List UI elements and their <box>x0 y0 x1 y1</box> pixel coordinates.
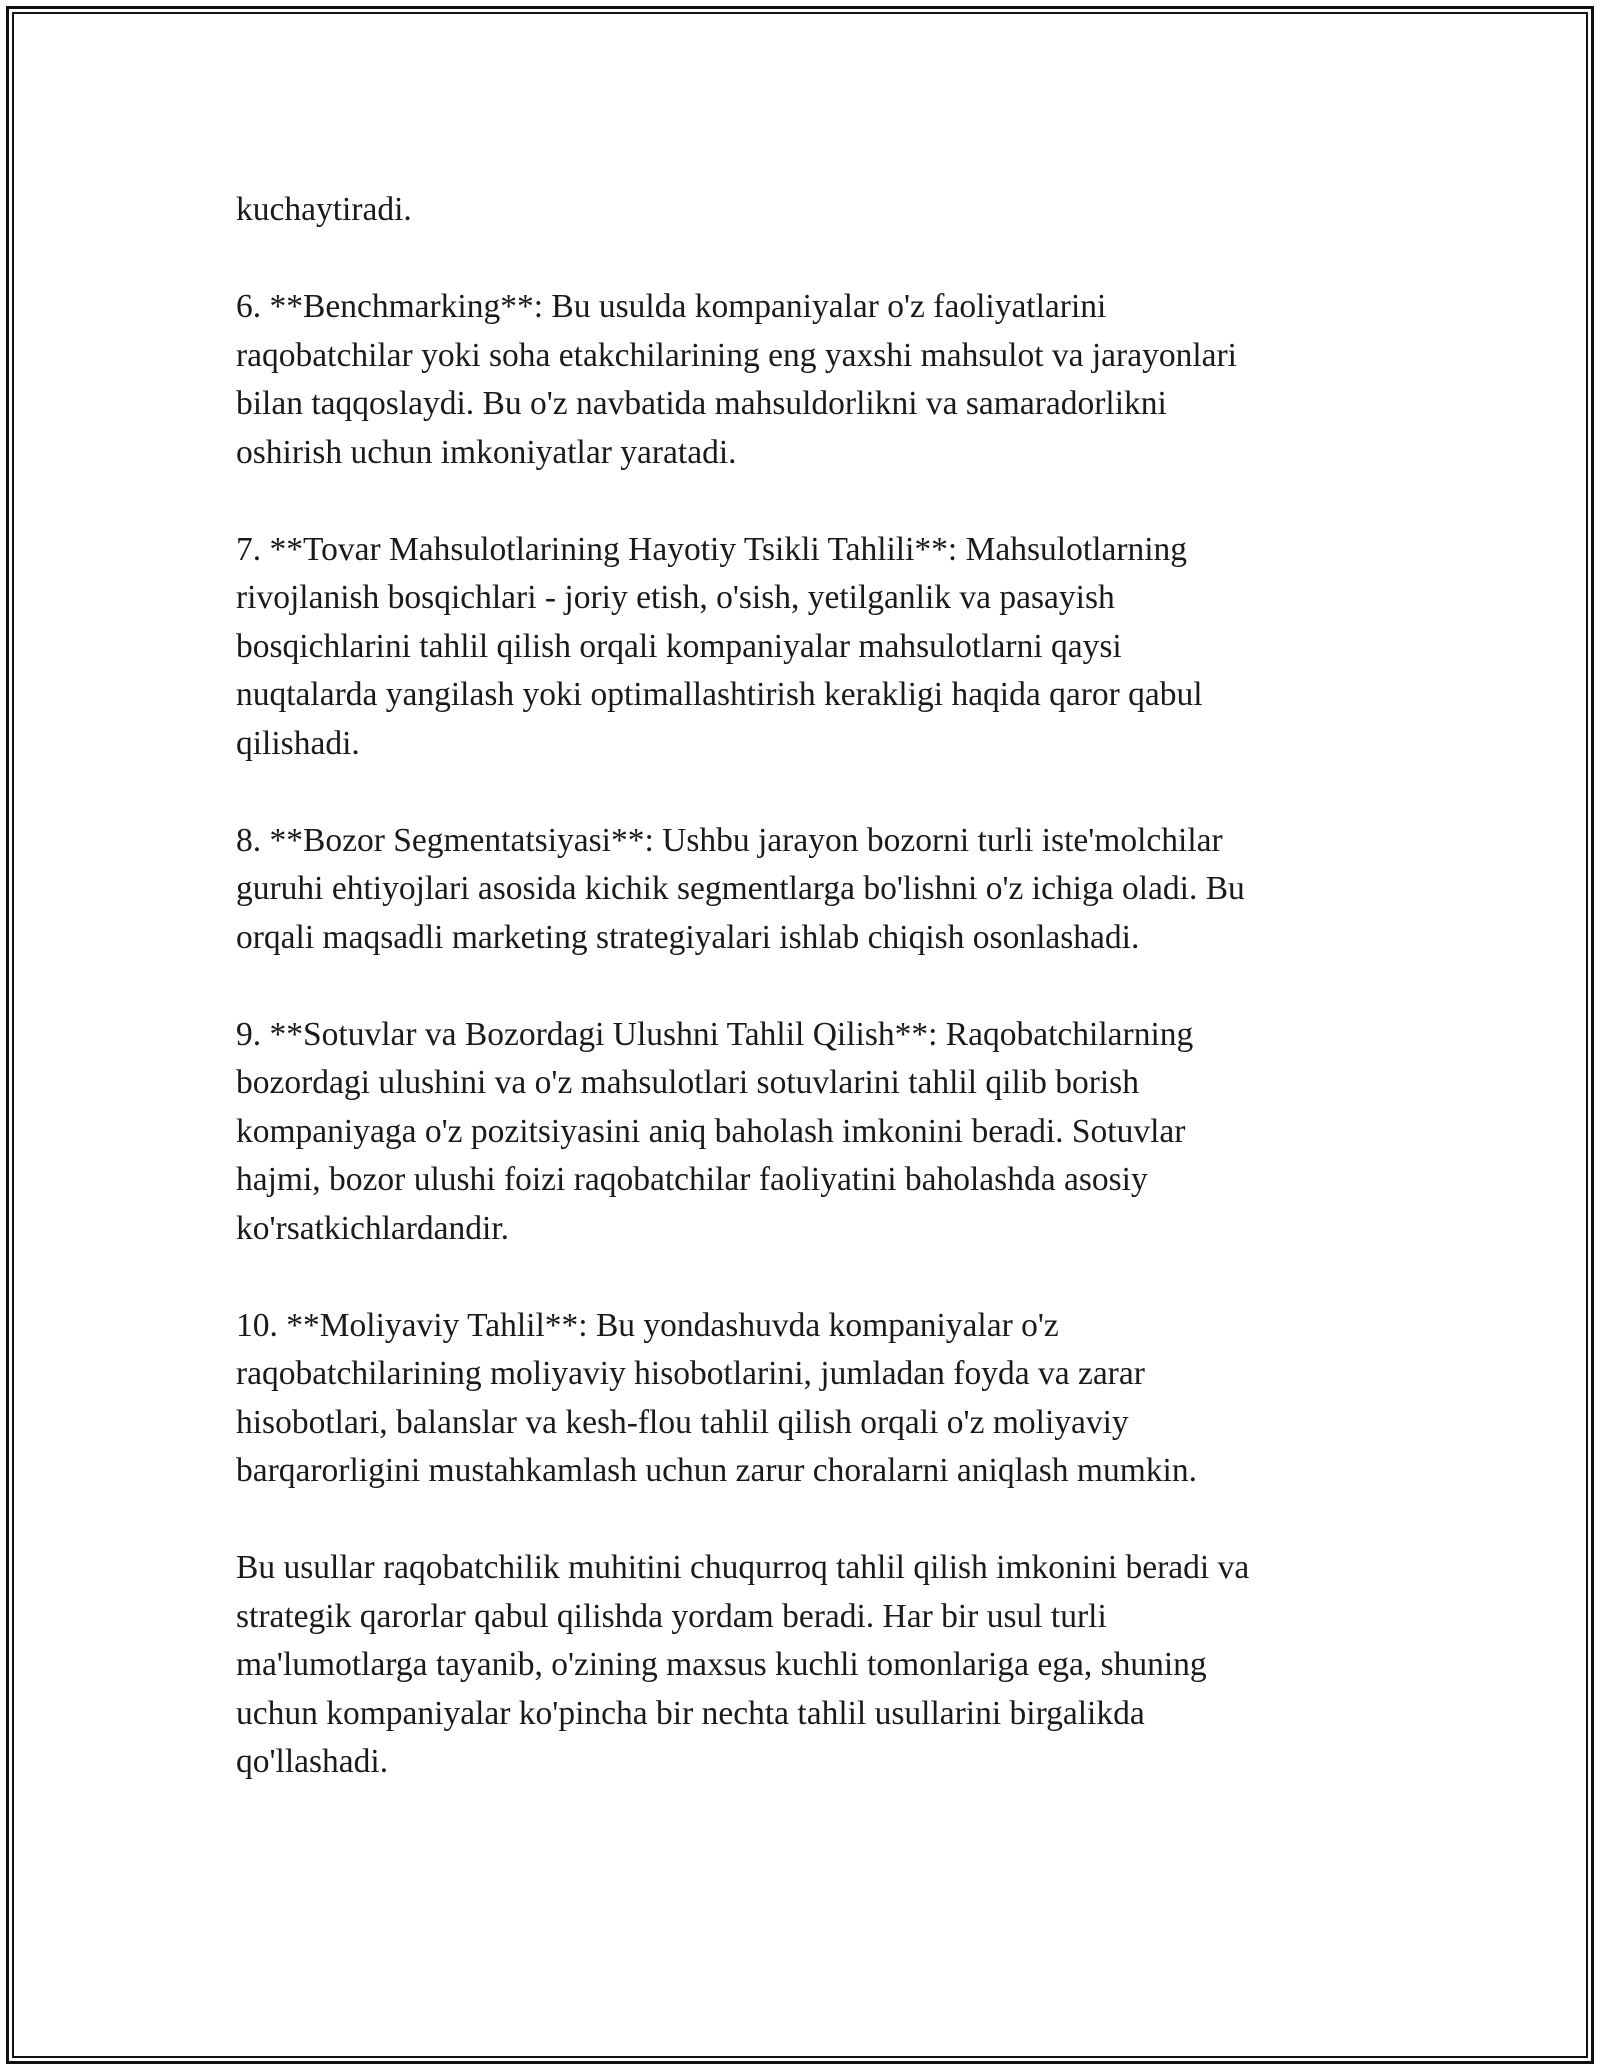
paragraph-financial-analysis: 10. **Moliyaviy Tahlil**: Bu yondashuvda kompaniyalar o'z raqobatchilarining moliyaviy hisobotlarini, jumladan foyda va zarar hisobotlari, balanslar va kesh-flou tahlil qilish orqali o'z moliyaviy barqarorligini mustahkamlash uchun zarur choralarni aniqlash mumkin. <box>236 1306 1197 1489</box>
paragraph-sales-market-share: 9. **Sotuvlar va Bozordagi Ulushni Tahlil Qilish**: Raqobatchilarning bozordagi ulushini va o'z mahsulotlari sotuvlarini tahlil qilib borish kompaniyaga o'z pozitsiyasini aniq baholash imkonini beradi. Sotuvlar hajmi, bozor ulushi foizi raqobatchilar faoliyatini baholashda asosiy ko'rsatkichlardandir. <box>236 1015 1194 1247</box>
document-body <box>236 186 1356 1835</box>
paragraph-benchmarking: 6. **Benchmarking**: Bu usulda kompaniyalar o'z faoliyatlarini raqobatchilar yoki soha etakchilarining eng yaxshi mahsulot va jarayonlari bilan taqqoslaydi. Bu o'z navbatida mahsuldorlikni va samaradorlikni oshirish uchun imkoniyatlar yaratadi. <box>236 288 1237 471</box>
paragraph-conclusion: Bu usullar raqobatchilik muhitini chuqurroq tahlil qilish imkonini beradi va strategik qarorlar qabul qilishda yordam beradi. Har bir usul turli ma'lumotlarga tayanib, o'zining maxsus kuchli tomonlariga ega, shuning uchun kompaniyalar ko'pincha bir nechta tahlil usullarini birgalikda qo'llashadi. <box>236 1549 1250 1780</box>
paragraph-product-lifecycle: 7. **Tovar Mahsulotlarining Hayotiy Tsikli Tahlili**: Mahsulotlarning rivojlanish bosqichlari - joriy etish, o'sish, yetilganlik va pasayish bosqichlarini tahlil qilish orqali kompaniyalar mahsulotlarni qaysi nuqtalarda yangilash yoki optimallashtirish kerakligi haqida qaror qabul qilishadi. <box>236 530 1203 762</box>
paragraph-market-segmentation: 8. **Bozor Segmentatsiyasi**: Ushbu jarayon bozorni turli iste'molchilar guruhi ehtiyojlari asosida kichik segmentlarga bo'lishni o'z ichiga oladi. Bu orqali maqsadli marketing strategiyalari ishlab chiqish osonlashadi. <box>236 821 1245 956</box>
paragraph-continuation: kuchaytiradi. <box>236 191 412 228</box>
